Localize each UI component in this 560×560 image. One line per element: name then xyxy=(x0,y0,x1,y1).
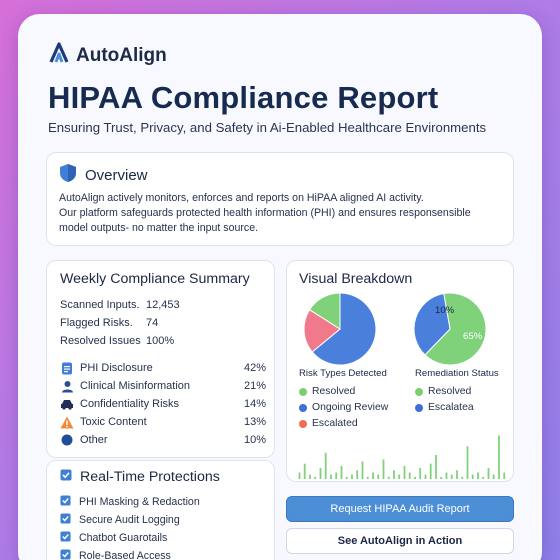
bar xyxy=(446,473,448,480)
bar xyxy=(330,475,332,479)
see-in-action-button[interactable]: See AutoAlign in Action xyxy=(286,528,514,554)
bar xyxy=(409,473,411,480)
overview-text xyxy=(59,191,509,236)
bar xyxy=(325,453,327,479)
risk-row xyxy=(60,415,266,429)
risk-percent: 10% xyxy=(243,434,266,446)
legend-label: Resolved xyxy=(312,386,356,397)
bar xyxy=(498,435,500,479)
autoalign-logo-icon xyxy=(48,42,70,69)
risk-label: Other xyxy=(80,434,108,446)
risk-row xyxy=(60,361,266,375)
risk-types-label: Risk Types Detected xyxy=(299,368,387,379)
car-icon xyxy=(60,397,74,411)
bar xyxy=(472,475,474,479)
bar xyxy=(346,477,348,479)
legend-dot xyxy=(299,420,307,428)
bar xyxy=(356,470,358,479)
circle-icon xyxy=(60,433,74,447)
bar xyxy=(404,466,406,479)
checkbox-icon xyxy=(60,531,71,545)
checkbox-icon xyxy=(60,469,72,485)
bar xyxy=(440,477,442,479)
overview-panel xyxy=(46,152,514,246)
bar xyxy=(503,473,505,480)
visual-breakdown-panel xyxy=(286,260,514,482)
legend-item xyxy=(299,418,358,429)
bar xyxy=(299,473,301,480)
risk-row xyxy=(60,433,266,447)
bar xyxy=(425,475,427,479)
bar xyxy=(430,464,432,479)
bar xyxy=(335,473,337,480)
bar xyxy=(488,468,490,479)
bar xyxy=(451,475,453,479)
bar xyxy=(482,477,484,479)
risk-percent: 21% xyxy=(243,380,266,392)
stat-value: 74 xyxy=(146,317,159,329)
stat-value: 100% xyxy=(146,335,175,347)
bar xyxy=(320,468,322,479)
weekly-title: Weekly Compliance Summary xyxy=(60,271,250,287)
report-card xyxy=(18,14,542,560)
checkbox-icon xyxy=(60,513,71,527)
protections-title: Real-Time Protections xyxy=(80,469,220,485)
protection-item xyxy=(60,513,180,527)
warning-icon xyxy=(60,415,74,429)
legend-item xyxy=(299,402,388,413)
protection-label: Chatbot Guarotails xyxy=(79,532,168,544)
pie-slice-label: 65% xyxy=(463,331,483,342)
bar xyxy=(341,466,343,479)
bar xyxy=(314,477,316,479)
risk-percent: 13% xyxy=(243,416,266,428)
bar xyxy=(383,459,385,479)
risk-label: Toxic Content xyxy=(80,416,147,428)
bar xyxy=(304,464,306,479)
bar xyxy=(477,473,479,480)
document-icon xyxy=(60,361,74,375)
bar xyxy=(456,470,458,479)
bar xyxy=(419,468,421,479)
bar xyxy=(435,455,437,479)
legend-label: Escalated xyxy=(312,418,358,429)
bar xyxy=(362,462,364,480)
page-subtitle: Ensuring Trust, Privacy, and Safety in Ai-Enabled Healthcare Environments xyxy=(48,120,487,135)
legend-dot xyxy=(299,388,307,396)
bar xyxy=(414,477,416,479)
bar xyxy=(388,477,390,479)
weekly-summary-panel xyxy=(46,260,275,458)
protections-panel xyxy=(46,460,275,560)
legend-dot xyxy=(299,404,307,412)
bar xyxy=(467,446,469,479)
stat-label: Scanned Inputs. xyxy=(60,299,140,311)
risk-label: Clinical Misinformation xyxy=(80,380,191,392)
remediation-status-pie-chart xyxy=(412,291,488,367)
bar xyxy=(393,470,395,479)
risk-row xyxy=(60,397,266,411)
protection-label: Secure Audit Logging xyxy=(79,514,180,526)
bar xyxy=(461,477,463,479)
bar xyxy=(372,473,374,480)
overview-line: AutoAlign actively monitors, enforces and reports on HiPAA aligned AI activity. xyxy=(59,192,424,204)
checkbox-icon xyxy=(60,549,71,560)
protections-header xyxy=(60,469,220,485)
overview-title: Overview xyxy=(85,167,148,184)
shield-icon xyxy=(59,163,77,188)
protection-label: Role-Based Access xyxy=(79,550,171,560)
legend-dot xyxy=(415,388,423,396)
checkbox-icon xyxy=(60,495,71,509)
overview-line: model outputs- no matter the input source. xyxy=(59,222,259,234)
protection-item xyxy=(60,549,171,560)
bar xyxy=(351,475,353,479)
protection-label: PHI Masking & Redaction xyxy=(79,496,200,508)
stat-row xyxy=(60,335,174,347)
bar xyxy=(309,475,311,479)
legend-label: Ongoing Review xyxy=(312,402,389,413)
stat-label: Resolved Issues xyxy=(60,335,141,347)
request-audit-button[interactable]: Request HIPAA Audit Report xyxy=(286,496,514,522)
stat-row xyxy=(60,317,158,329)
page-title: HIPAA Compliance Report xyxy=(48,80,439,115)
brand[interactable] xyxy=(48,42,167,69)
legend-item xyxy=(415,386,471,397)
risk-percent: 42% xyxy=(243,362,266,374)
pie-slice-label: 10% xyxy=(435,305,455,316)
brand-name: AutoAlign xyxy=(76,44,167,66)
risk-label: Confidentiality Risks xyxy=(80,398,180,410)
user-icon xyxy=(60,379,74,393)
stat-row xyxy=(60,299,180,311)
legend-item xyxy=(415,402,474,413)
bar xyxy=(367,477,369,479)
visual-title: Visual Breakdown xyxy=(299,271,413,287)
legend-dot xyxy=(415,404,423,412)
bar xyxy=(398,475,400,479)
risk-row xyxy=(60,379,266,393)
risk-types-pie-chart xyxy=(302,291,378,367)
activity-bar-chart xyxy=(297,429,507,479)
overview-line: Our platform safeguards protected health information (PHI) and ensures responsensible xyxy=(59,207,471,219)
legend-label: Escalatea xyxy=(428,402,474,413)
protection-item xyxy=(60,531,167,545)
stat-value: 12,453 xyxy=(146,299,180,311)
legend-label: Resolved xyxy=(428,386,472,397)
bar xyxy=(377,475,379,479)
risk-label: PHI Disclosure xyxy=(80,362,153,374)
protection-item xyxy=(60,495,200,509)
stat-label: Flagged Risks. xyxy=(60,317,133,329)
legend-item xyxy=(299,386,355,397)
risk-percent: 14% xyxy=(243,398,266,410)
remediation-status-label: Remediation Status xyxy=(415,368,499,379)
bar xyxy=(493,475,495,479)
